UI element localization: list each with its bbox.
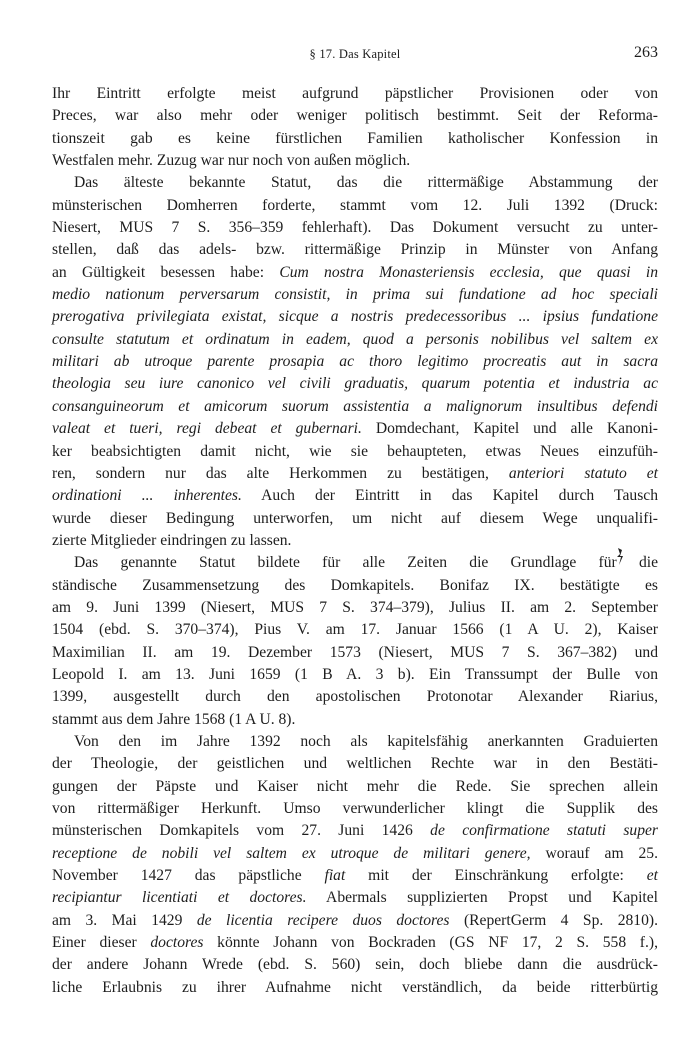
text-line — [52, 373, 658, 395]
text-segment: Abermals supplizierten Propst und Kapitel — [306, 889, 658, 907]
text-segment: ker beabsichtigten damit nicht, wie sie behaupteten, etwas Neues einzufüh- — [52, 442, 658, 460]
text-segment: stellen, daß das adels- bzw. rittermäßige Prinzip in Münster von Anfang — [52, 241, 658, 259]
text-line — [52, 642, 658, 664]
text-line — [52, 731, 658, 753]
text-line — [52, 463, 658, 485]
text-line — [52, 820, 658, 842]
text-line — [52, 329, 658, 351]
text-line — [52, 485, 658, 507]
text-line — [52, 552, 658, 574]
text-segment: November 1427 das päpstliche — [52, 867, 325, 885]
text-segment: liche Erlaubnis zu ihrer Aufnahme nicht verständlich, da beide ritterbürtig — [52, 978, 658, 996]
text-segment: Ihr Eintritt erfolgte meist aufgrund päpstlicher Provisionen oder von — [52, 85, 658, 102]
text-line — [52, 105, 658, 127]
text-line — [52, 441, 658, 463]
text-segment: 1504 (ebd. S. 370–374), Pius V. am 17. Januar 1566 (1 A U. 2), Kaiser — [52, 621, 658, 639]
text-line — [52, 977, 658, 999]
text-segment: Einer dieser — [52, 934, 151, 952]
text-segment: an Gültigkeit besessen habe: — [52, 263, 280, 281]
text-line — [52, 351, 658, 373]
text-segment: gungen der Päpste und Kaiser nicht mehr die Rede. Sie sprechen allein — [52, 777, 658, 795]
text-line — [52, 753, 658, 775]
latin-quote-segment: theologia seu iure canonico vel civili graduatis, quarum potentia et industria ac — [52, 375, 658, 393]
page-header — [52, 42, 658, 68]
text-segment: Auch der Eintritt in das Kapitel durch Tausch — [241, 487, 658, 505]
text-line — [52, 954, 658, 976]
text-line — [52, 932, 658, 954]
text-segment: (RepertGerm 4 Sp. 2810). — [449, 911, 658, 929]
text-segment: münsterischen Domkapitels vom 27. Juni 1426 — [52, 822, 431, 840]
text-segment: Preces, war also mehr oder weniger politisch bestimmt. Seit der Reforma- — [52, 107, 658, 125]
text-line — [52, 530, 658, 552]
text-line — [52, 619, 658, 641]
text-line — [52, 306, 658, 328]
text-line — [52, 776, 658, 798]
latin-quote-segment: ordinationi ... inherentes. — [52, 487, 242, 505]
text-line — [52, 239, 658, 261]
text-line — [52, 150, 658, 172]
latin-quote-segment: militari ab utroque parente prosapia ac thoro legitimo procreatis aut in sacra — [52, 353, 658, 371]
text-segment: tionszeit gab es keine fürstlichen Familien katholischer Konfession in — [52, 129, 658, 147]
text-line — [52, 128, 658, 150]
latin-quote-segment: anteriori statuto et — [508, 464, 659, 482]
running-head: § 17. Das Kapitel — [309, 47, 401, 61]
text-segment: von rittermäßiger Herkunft. Umso verwunderlicher klingt die Supplik des — [52, 800, 658, 817]
text-line — [52, 262, 658, 284]
text-line — [52, 418, 658, 440]
latin-quote-segment: de confirmatione statuti super — [430, 822, 658, 840]
text-line — [52, 83, 658, 105]
text-line — [52, 284, 658, 306]
text-line — [52, 172, 658, 194]
text-segment: münsterischen Domherren forderte, stammt vom 12. Juli 1392 (Druck: — [52, 196, 658, 214]
text-line — [52, 217, 658, 239]
text-segment: Niesert, MUS 7 S. 356–359 fehlerhaft). Das Dokument versucht zu unter- — [52, 219, 658, 237]
text-line — [52, 798, 658, 820]
text-segment: mit der Einschränkung erfolgte: — [345, 867, 647, 885]
text-segment: ren, sondern nur das alte Herkommen zu bestätigen, — [52, 464, 509, 482]
text-segment: ständische Zusammensetzung des Domkapitels. Bonifaz IX. bestätigte es — [52, 576, 658, 594]
text-line — [52, 910, 658, 932]
text-segment: der Theologie, der geistlichen und weltlichen Rechte war in den Bestäti- — [52, 755, 658, 773]
latin-quote-segment: consulte statutum et ordinatum in eadem, quod a personis nobilibus vel saltem ex — [52, 330, 658, 348]
latin-quote-segment: medio nationum perversarum consistit, in prima sui fundatione ad hoc speciali — [52, 286, 658, 304]
text-line — [52, 664, 658, 686]
text-segment: 1399, ausgestellt durch den apostolischen Protonotar Alexander Riarius, — [52, 688, 658, 706]
latin-quote-segment: recipiantur licentiati et doctores. — [52, 889, 307, 907]
text-line — [52, 508, 658, 530]
page-number: 263 — [634, 44, 658, 61]
latin-quote-segment: receptione de nobili vel saltem ex utroque de militari genere, — [52, 844, 531, 862]
latin-quote-segment: et — [646, 867, 659, 885]
text-line — [52, 843, 658, 865]
text-segment: wurde dieser Bedingung unterworfen, um nicht auf diesem Wege unqualifi- — [52, 509, 658, 527]
text-line — [52, 865, 658, 887]
text-segment: Maximilian II. am 19. Dezember 1573 (Niesert, MUS 7 S. 367–382) und — [52, 643, 658, 661]
body-text — [52, 83, 658, 999]
text-line — [52, 686, 658, 708]
text-segment: Das genannte Statut bildete für alle Zeiten die Grundlage für die — [74, 554, 658, 572]
text-segment: Westfalen mehr. Zuzug war nur noch von außen möglich. — [52, 152, 411, 170]
text-segment: könnte Johann von Bockraden (GS NF 17, 2 S. 558 f.), — [203, 934, 658, 952]
text-segment: Domdechant, Kapitel und alle Kanoni- — [361, 420, 658, 438]
text-segment: am 3. Mai 1429 — [52, 911, 197, 929]
text-line — [52, 396, 658, 418]
text-line — [52, 575, 658, 597]
latin-quote-segment: doctores — [150, 934, 204, 952]
latin-quote-segment: prerogativa privilegiata existat, sicque a nostris predecessoribus ... ipsius fundatione — [52, 308, 658, 326]
text-segment: Das älteste bekannte Statut, das die rittermäßige Abstammung der — [74, 174, 658, 192]
text-line — [52, 195, 658, 217]
text-segment: Von den im Jahre 1392 noch als kapitelsfähig anerkannten Graduierten — [74, 732, 658, 750]
text-line — [52, 597, 658, 619]
text-segment: am 9. Juni 1399 (Niesert, MUS 7 S. 374–379), Julius II. am 2. September — [52, 598, 658, 616]
text-segment: Leopold I. am 13. Juni 1659 (1 B A. 3 b). Ein Transsumpt der Bulle von — [52, 665, 658, 683]
text-segment: stammt aus dem Jahre 1568 (1 A U. 8). — [52, 710, 296, 728]
text-segment: der andere Johann Wrede (ebd. S. 560) sein, doch bliebe dann die ausdrück- — [52, 956, 658, 974]
latin-quote-segment: fiat — [324, 867, 346, 885]
margin-mark-icon — [614, 545, 626, 567]
latin-quote-segment: Cum nostra Monasteriensis ecclesia, que quasi in — [279, 263, 658, 281]
text-segment: worauf am 25. — [530, 844, 658, 862]
latin-quote-segment: valeat et tueri, regi debeat et gubernari. — [52, 420, 362, 438]
text-line — [52, 709, 658, 731]
latin-quote-segment: de licentia recipere duos doctores — [196, 911, 450, 929]
latin-quote-segment: consanguineorum et amicorum suorum assistentia a malignorum insultibus defendi — [52, 397, 658, 415]
text-line — [52, 887, 658, 909]
text-segment: zierte Mitglieder eindringen zu lassen. — [52, 531, 292, 549]
